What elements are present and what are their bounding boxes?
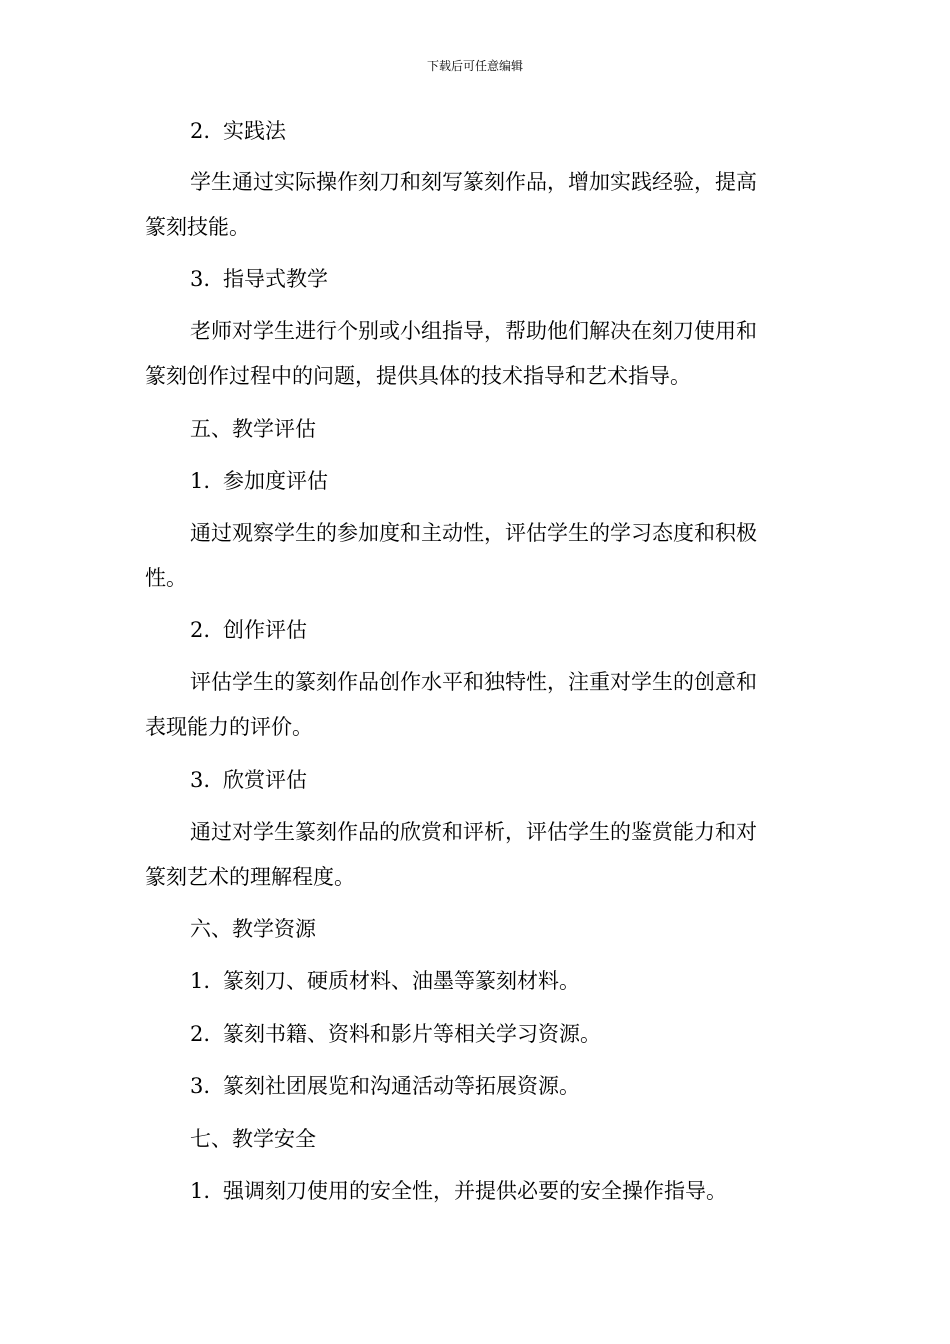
list-item: 2. 创作评估: [190, 618, 307, 642]
paragraph-line: 篆刻艺术的理解程度。: [145, 865, 355, 889]
page-header: 下载后可任意编辑: [426, 59, 523, 73]
list-item: 2. 实践法: [190, 119, 286, 143]
paragraph-line: 老师对学生进行个别或小组指导，帮助他们解决在刻刀使用和: [190, 319, 757, 343]
list-item: 2. 篆刻书籍、资料和影片等相关学习资源。: [190, 1022, 601, 1046]
list-item: 1. 强调刻刀使用的安全性，并提供必要的安全操作指导。: [190, 1179, 727, 1203]
paragraph-line: 性。: [145, 566, 187, 590]
paragraph-line: 篆刻技能。: [145, 215, 250, 239]
paragraph-line: 通过观察学生的参加度和主动性，评估学生的学习态度和积极: [190, 521, 757, 545]
section-heading: 五、教学评估: [190, 417, 316, 441]
list-item: 3. 欣赏评估: [190, 768, 307, 792]
paragraph-line: 篆刻创作过程中的问题，提供具体的技术指导和艺术指导。: [145, 364, 691, 388]
paragraph-line: 表现能力的评价。: [145, 715, 313, 739]
list-item: 1. 参加度评估: [190, 469, 328, 493]
list-item: 3. 篆刻社团展览和沟通活动等拓展资源。: [190, 1074, 580, 1098]
list-item: 3. 指导式教学: [190, 267, 328, 291]
paragraph-line: 通过对学生篆刻作品的欣赏和评析，评估学生的鉴赏能力和对: [190, 820, 757, 844]
paragraph-line: 学生通过实际操作刻刀和刻写篆刻作品，增加实践经验，提高: [190, 170, 757, 194]
paragraph-line: 评估学生的篆刻作品创作水平和独特性，注重对学生的创意和: [190, 670, 757, 694]
section-heading: 六、教学资源: [190, 917, 316, 941]
list-item: 1. 篆刻刀、硬质材料、油墨等篆刻材料。: [190, 969, 580, 993]
section-heading: 七、教学安全: [190, 1127, 316, 1151]
